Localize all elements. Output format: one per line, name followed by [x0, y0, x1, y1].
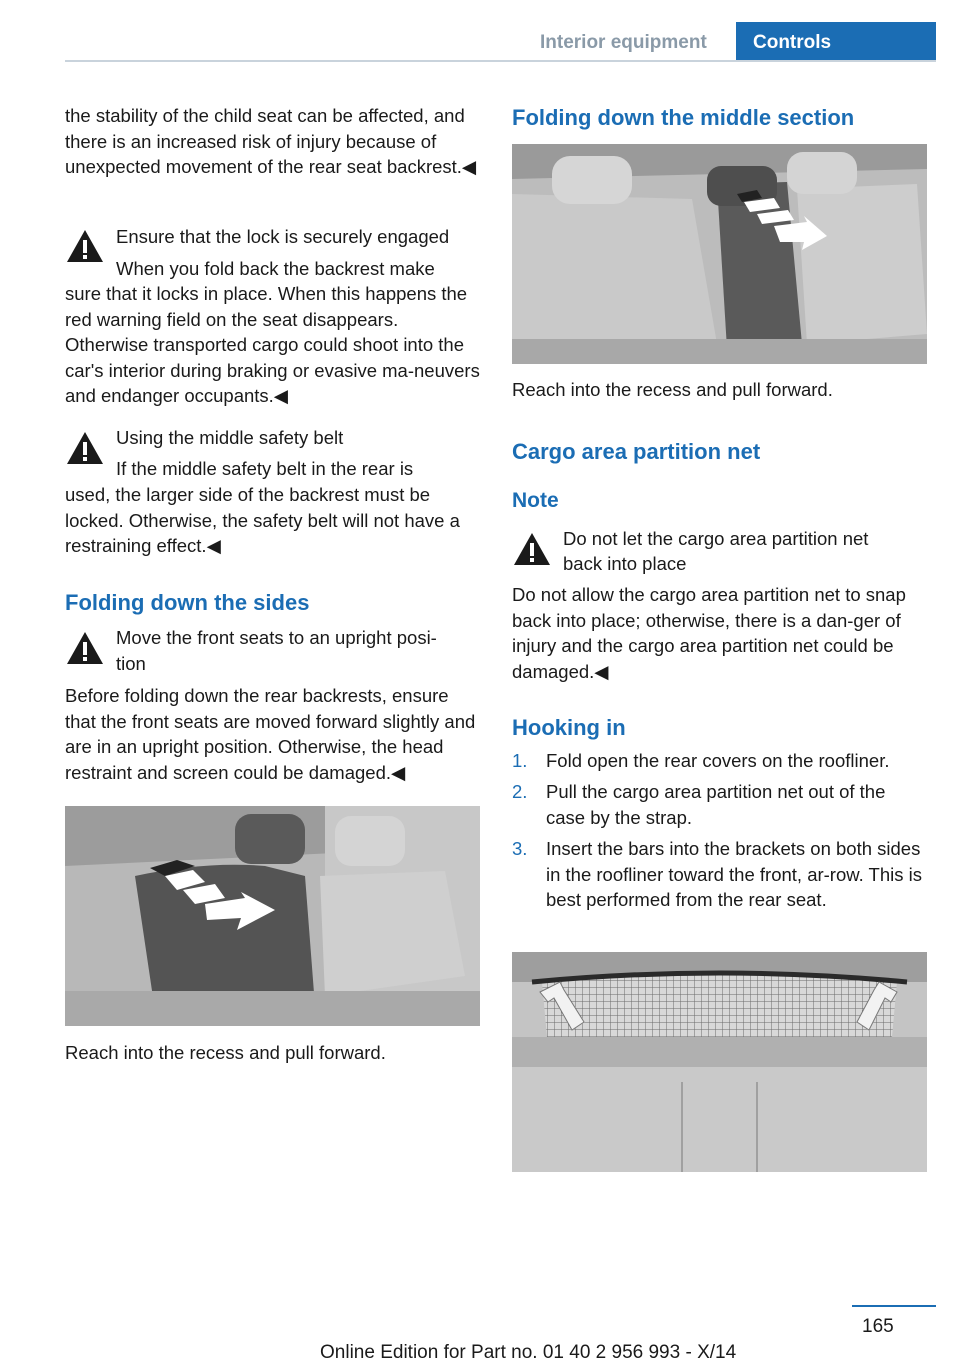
section-title: Interior equipment: [540, 32, 707, 53]
seat-illustration: [65, 806, 480, 1026]
heading-partition-net: Cargo area partition net: [512, 439, 761, 464]
warning-triangle-icon: [65, 630, 105, 666]
step-number: 3.: [512, 838, 528, 859]
warning-body-lock: sure that it locks in place. When this happens the red warning field on the seat disappears. Otherwise transported cargo could shoot into the car's interior during braking or evasive ma‐neuvers and endanger occupants.◀: [65, 283, 480, 406]
step-text: Pull the cargo area partition net out of the case by the strap.: [546, 781, 886, 828]
net-illustration: [512, 952, 927, 1172]
chapter-tab: [736, 22, 936, 62]
step-text: Insert the bars into the brackets on both sides in the roofliner toward the front, ar‐row. This is best performed from the rear seat.: [546, 838, 922, 910]
warning-triangle-icon: [65, 430, 105, 466]
heading-hooking-in: Hooking in: [512, 715, 626, 740]
warning-title-seats-l1: Move the front seats to an upright posi‐: [116, 627, 437, 648]
warning-triangle-icon: [512, 531, 552, 567]
caption-left: Reach into the recess and pull forward.: [65, 1042, 386, 1063]
warning-triangle-icon: [65, 228, 105, 264]
heading-folding-middle: Folding down the middle section: [512, 105, 855, 130]
step-number: 2.: [512, 781, 528, 802]
heading-note: Note: [512, 489, 559, 512]
caption-right: Reach into the recess and pull forward.: [512, 379, 833, 400]
header-rule: [65, 60, 936, 62]
page-number: 165: [862, 1316, 894, 1337]
warning-body-net: Do not allow the cargo area partition net to snap back into place; otherwise, there is a dan‐ger of injury and the cargo area partition net could be damaged.◀: [512, 584, 906, 682]
warning-title-net-l1: Do not let the cargo area partition net: [563, 528, 869, 549]
heading-folding-sides: Folding down the sides: [65, 590, 310, 615]
page-number-rule: [852, 1305, 936, 1307]
warning-body-seats: Before folding down the rear backrests, ensure that the front seats are moved forward slightly and are in an upright position. Otherwise, the head restraint and screen could be damaged.◀: [65, 685, 476, 783]
page-header: [0, 0, 960, 62]
chapter-tab-label: Controls: [753, 32, 832, 53]
footer-text: Online Edition for Part no. 01 40 2 956 993 - X/14: [320, 1342, 737, 1363]
warning-title-lock: Ensure that the lock is securely engaged: [116, 226, 450, 247]
paragraph-intro: the stability of the child seat can be affected, and there is an increased risk of injury because of unexpected movement of the rear seat backrest.◀: [65, 105, 477, 177]
warning-title-seats-l2: tion: [116, 653, 146, 674]
step-number: 1.: [512, 750, 528, 771]
warning-body-belt-line1: If the middle safety belt in the rear is: [116, 458, 414, 479]
partition-net-photo: [512, 952, 927, 1172]
warning-body-lock-line1: When you fold back the backrest make: [116, 258, 435, 279]
warning-body-belt: used, the larger side of the backrest must be locked. Otherwise, the safety belt will not have a restraining effect.◀: [65, 484, 460, 556]
warning-title-belt: Using the middle safety belt: [116, 427, 344, 448]
step-text: Fold open the rear covers on the roofliner.: [546, 750, 890, 771]
backrest-side-photo: [65, 806, 480, 1026]
middle-seat-illustration: [512, 144, 927, 364]
middle-section-photo: [512, 144, 927, 364]
warning-title-net-l2: back into place: [563, 553, 687, 574]
